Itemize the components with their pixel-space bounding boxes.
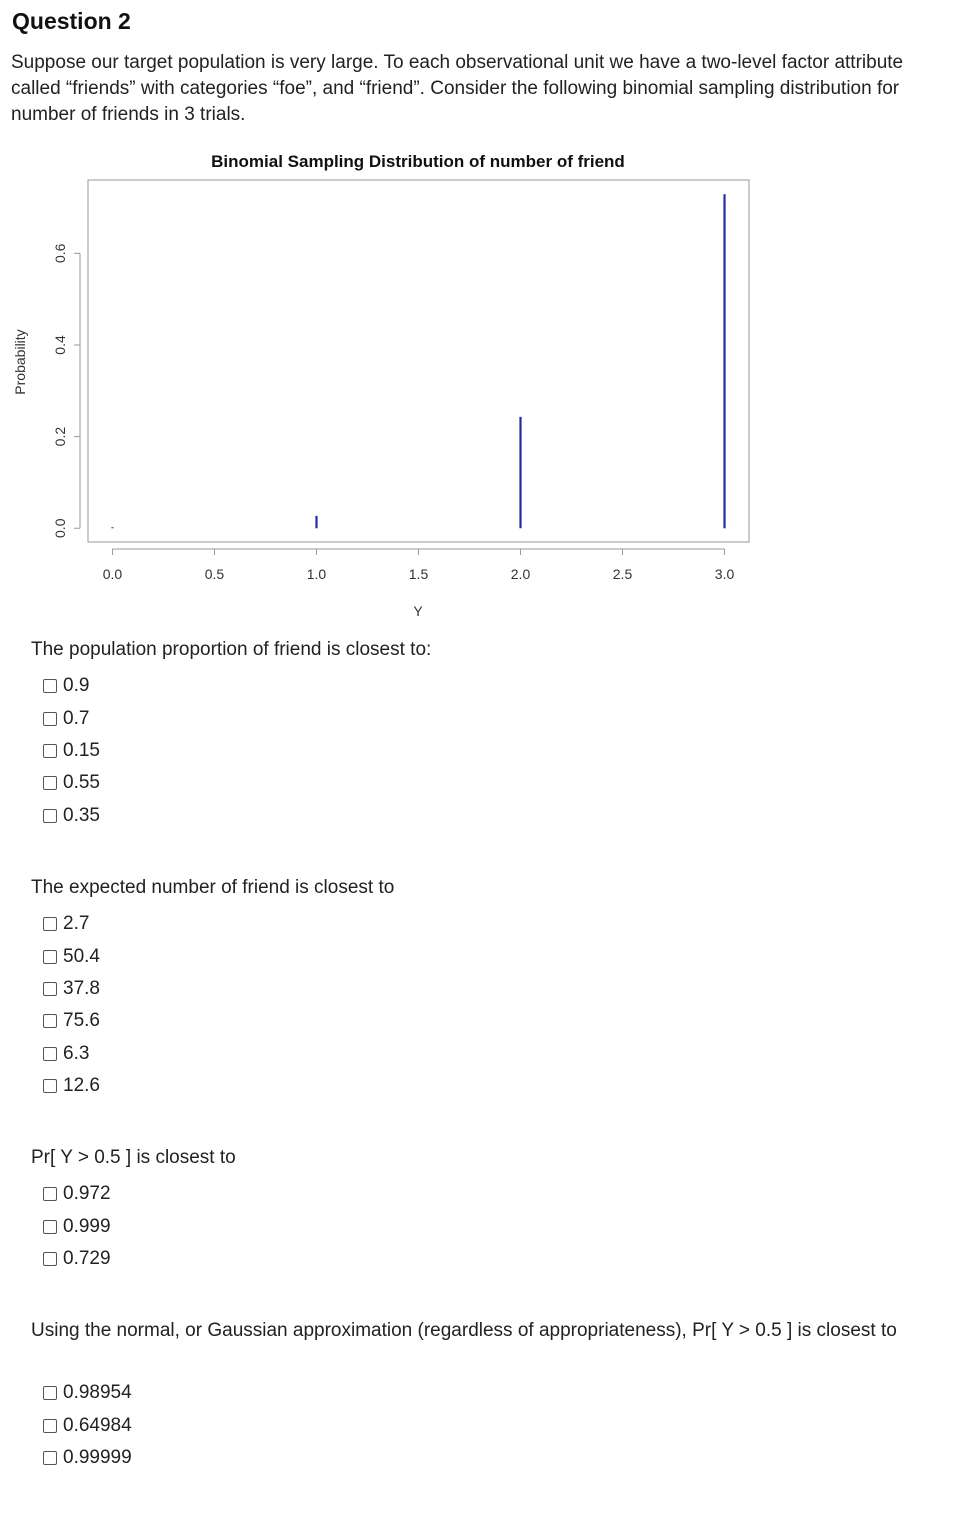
- question-proportion-text: The population proportion of friend is closest to:: [31, 639, 432, 660]
- chart-bars: [112, 194, 724, 528]
- x-tick-label: 0.5: [204, 566, 225, 582]
- answer-option[interactable]: [43, 1005, 100, 1037]
- answer-option[interactable]: [43, 973, 100, 1005]
- checkbox[interactable]: [43, 776, 57, 790]
- answer-option-label: 6.3: [63, 1042, 90, 1064]
- y-axis: [52, 243, 80, 538]
- checkbox[interactable]: [43, 1220, 57, 1234]
- answer-option-label: 2.7: [63, 913, 90, 935]
- answer-option[interactable]: [43, 1210, 111, 1242]
- y-tick-label: 0.0: [52, 518, 68, 538]
- answer-option-label: 0.35: [63, 804, 100, 826]
- checkbox[interactable]: [43, 712, 57, 726]
- y-tick-label: 0.4: [52, 335, 68, 355]
- y-tick-label: 0.2: [52, 426, 68, 447]
- answer-option-label: 12.6: [63, 1075, 100, 1097]
- x-tick-label: 1.0: [306, 566, 327, 582]
- answer-option-label: 0.98954: [63, 1382, 132, 1404]
- checkbox[interactable]: [43, 1419, 57, 1433]
- question-normal-approx-options: [43, 1377, 132, 1474]
- checkbox[interactable]: [43, 1451, 57, 1465]
- checkbox[interactable]: [43, 679, 57, 693]
- checkbox[interactable]: [43, 1047, 57, 1061]
- question-intro: Suppose our target population is very large. To each observational unit we have a two-level factor attribute called “friends” with categories “foe”, and “friend”. Consider the following binomial sampling distribution for number of friends in 3 trials.: [11, 52, 904, 125]
- answer-option[interactable]: [43, 1178, 111, 1210]
- checkbox[interactable]: [43, 1252, 57, 1266]
- x-tick-label: 0.0: [102, 566, 123, 582]
- question-title: Question 2: [12, 8, 131, 34]
- binomial-chart: [0, 140, 968, 630]
- x-tick-label: 3.0: [714, 566, 735, 582]
- answer-option[interactable]: [43, 1442, 132, 1474]
- plot-frame: [88, 180, 749, 542]
- question-proportion-options: [43, 670, 100, 832]
- answer-option[interactable]: [43, 767, 100, 799]
- answer-option-label: 50.4: [63, 945, 100, 967]
- checkbox[interactable]: [43, 1187, 57, 1201]
- answer-option-label: 0.972: [63, 1183, 111, 1205]
- y-tick-label: 0.6: [52, 243, 68, 264]
- answer-option-label: 0.55: [63, 772, 100, 794]
- answer-option[interactable]: [43, 908, 100, 940]
- answer-option[interactable]: [43, 800, 100, 832]
- checkbox[interactable]: [43, 982, 57, 996]
- question-expected-options: [43, 908, 100, 1102]
- answer-option[interactable]: [43, 735, 100, 767]
- checkbox[interactable]: [43, 950, 57, 964]
- y-axis-label: Probability: [12, 329, 28, 395]
- answer-option[interactable]: [43, 1409, 132, 1441]
- answer-option-label: 0.64984: [63, 1414, 132, 1436]
- answer-option-label: 37.8: [63, 977, 100, 999]
- answer-option-label: 0.15: [63, 739, 100, 761]
- checkbox[interactable]: [43, 1014, 57, 1028]
- answer-option-label: 0.9: [63, 675, 90, 697]
- x-tick-label: 2.0: [510, 566, 531, 582]
- answer-option-label: 0.7: [63, 707, 90, 729]
- answer-option[interactable]: [43, 702, 100, 734]
- x-axis: [103, 549, 735, 582]
- checkbox[interactable]: [43, 809, 57, 823]
- question-probability-options: [43, 1178, 111, 1275]
- x-tick-label: 2.5: [612, 566, 633, 582]
- answer-option[interactable]: [43, 1377, 132, 1409]
- question-expected-text: The expected number of friend is closest to: [31, 877, 395, 898]
- question-probability-text: Pr[ Y > 0.5 ] is closest to: [31, 1147, 236, 1168]
- answer-option[interactable]: [43, 1038, 100, 1070]
- x-axis-label: Y: [413, 603, 423, 619]
- answer-option-label: 0.999: [63, 1215, 111, 1237]
- x-tick-label: 1.5: [408, 566, 429, 582]
- answer-option[interactable]: [43, 940, 100, 972]
- answer-option-label: 0.99999: [63, 1446, 132, 1468]
- answer-option[interactable]: [43, 1243, 111, 1275]
- chart-title: Binomial Sampling Distribution of number of friend: [211, 152, 625, 171]
- answer-option-label: 75.6: [63, 1010, 100, 1032]
- question-normal-approx-text: Using the normal, or Gaussian approximation (regardless of appropriateness), Pr[ Y > 0.5 ] is closest to: [31, 1320, 897, 1341]
- checkbox[interactable]: [43, 1079, 57, 1093]
- answer-option[interactable]: [43, 1070, 100, 1102]
- checkbox[interactable]: [43, 744, 57, 758]
- checkbox[interactable]: [43, 917, 57, 931]
- answer-option[interactable]: [43, 670, 100, 702]
- checkbox[interactable]: [43, 1386, 57, 1400]
- answer-option-label: 0.729: [63, 1247, 111, 1269]
